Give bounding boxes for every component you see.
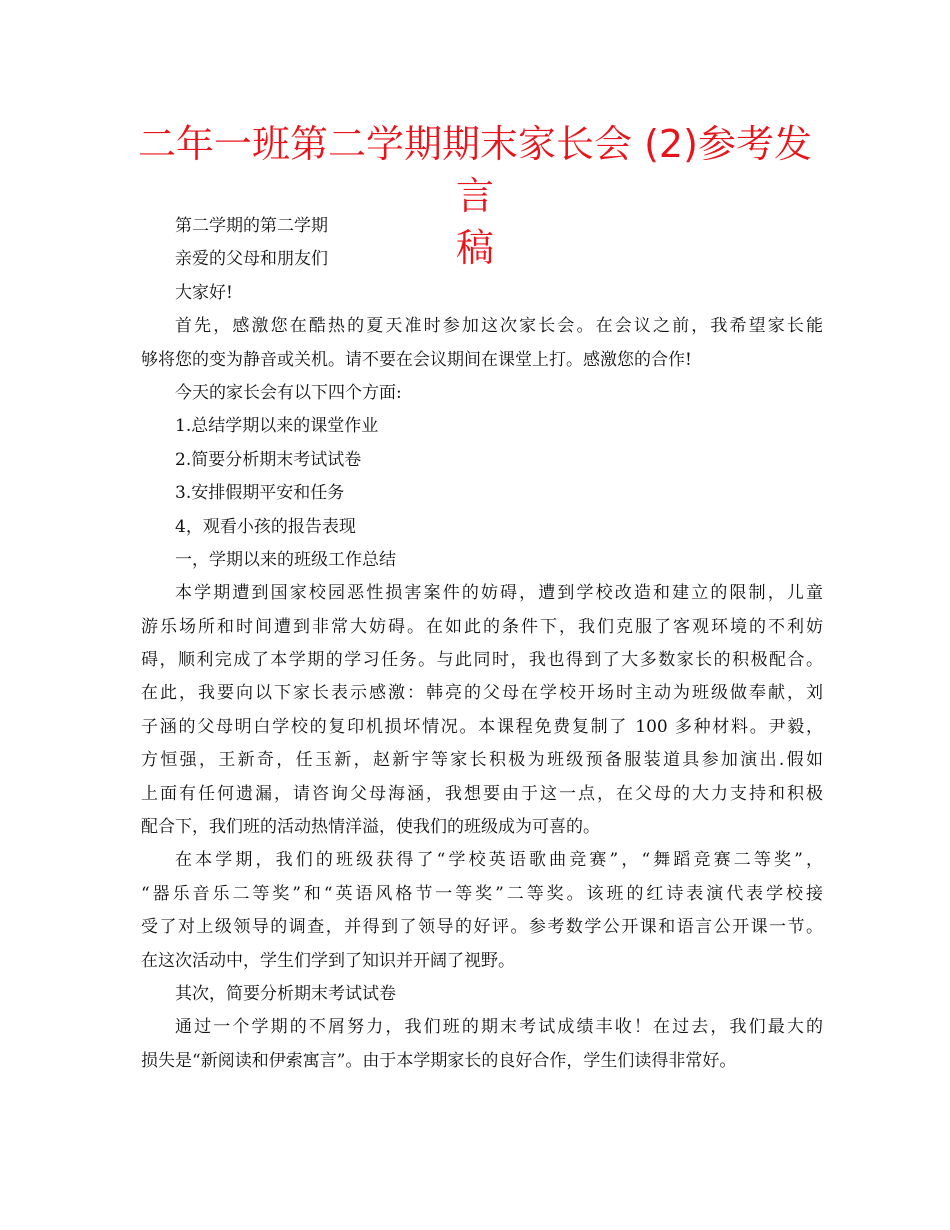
text-line: 第二学期的第二学期: [175, 216, 328, 236]
list-item: 4，观看小孩的报告表现: [175, 516, 356, 537]
text-line: 够将您的变为静音或关机。请不要在会议期间在课堂上打。感激您的合作!: [141, 349, 692, 370]
text-line: 损失是“新阅读和伊索寓言”。由于本学期家长的良好合作，学生们读得非常好。: [141, 1050, 737, 1071]
text-line: 在此，我要向以下家长表示感激：韩亮的父母在学校开场时主动为班级做奉献，刘: [141, 683, 823, 704]
text-line: 受了对上级领导的调查，并得到了领导的好评。参考数学公开课和语言公开课一节。: [141, 917, 823, 938]
text-line: 首先，感激您在酷热的夏天准时参加这次家长会。在会议之前，我希望家长能: [175, 316, 823, 337]
text-line: 在本学期，我们的班级获得了“学校英语歌曲竞赛”，“舞蹈竞赛二等奖”，: [175, 850, 823, 871]
text-line: 碍，顺利完成了本学期的学习任务。与此同时，我也得到了大多数家长的积极配合。: [141, 650, 823, 671]
section-heading: 其次，简要分析期末考试试卷: [175, 983, 396, 1004]
text-line: 亲爱的父母和朋友们: [175, 249, 328, 270]
list-item: 1.总结学期以来的课堂作业: [175, 416, 379, 437]
text-line: 子涵的父母明白学校的复印机损坏情况。本课程免费复制了 100 多种材料。尹毅，: [141, 716, 823, 737]
text-line: 大家好!: [175, 282, 233, 303]
title-line-2: 稿: [455, 226, 494, 270]
text-line: 本学期遭到国家校园恶性损害案件的妨碍，遭到学校改造和建立的限制，儿童: [175, 583, 823, 604]
text-line: 通过一个学期的不屑努力，我们班的期末考试成绩丰收！在过去，我们最大的: [175, 1017, 823, 1038]
document-body: [141, 210, 823, 1078]
text-line: 配合下，我们班的活动热情洋溢，使我们的班级成为可喜的。: [141, 817, 600, 838]
text-line: “器乐音乐二等奖”和“英语风格节一等奖”二等奖。该班的红诗表演代表学校接: [141, 883, 823, 904]
text-line: 在这次活动中，学生们学到了知识并开阔了视野。: [141, 950, 515, 971]
list-item: 2.简要分析期末考试试卷: [175, 449, 362, 470]
title-line-1: 二年一班第二学期期末家长会 (2)参考发言: [138, 122, 812, 218]
text-line: 上面有任何遗漏，请咨询父母海涵，我想要由于这一点，在父母的大力支持和积极: [141, 783, 823, 804]
section-heading: 一，学期以来的班级工作总结: [175, 549, 396, 570]
text-line: 今天的家长会有以下四个方面:: [175, 382, 402, 403]
list-item: 3.安排假期平安和任务: [175, 483, 345, 504]
text-line: 游乐场所和时间遭到非常大妨碍。在如此的条件下，我们克服了客观环境的不利妨: [141, 616, 823, 637]
text-line: 方恒强，王新奇，任玉新，赵新宇等家长积极为班级预备服装道具参加演出.假如: [141, 750, 823, 771]
